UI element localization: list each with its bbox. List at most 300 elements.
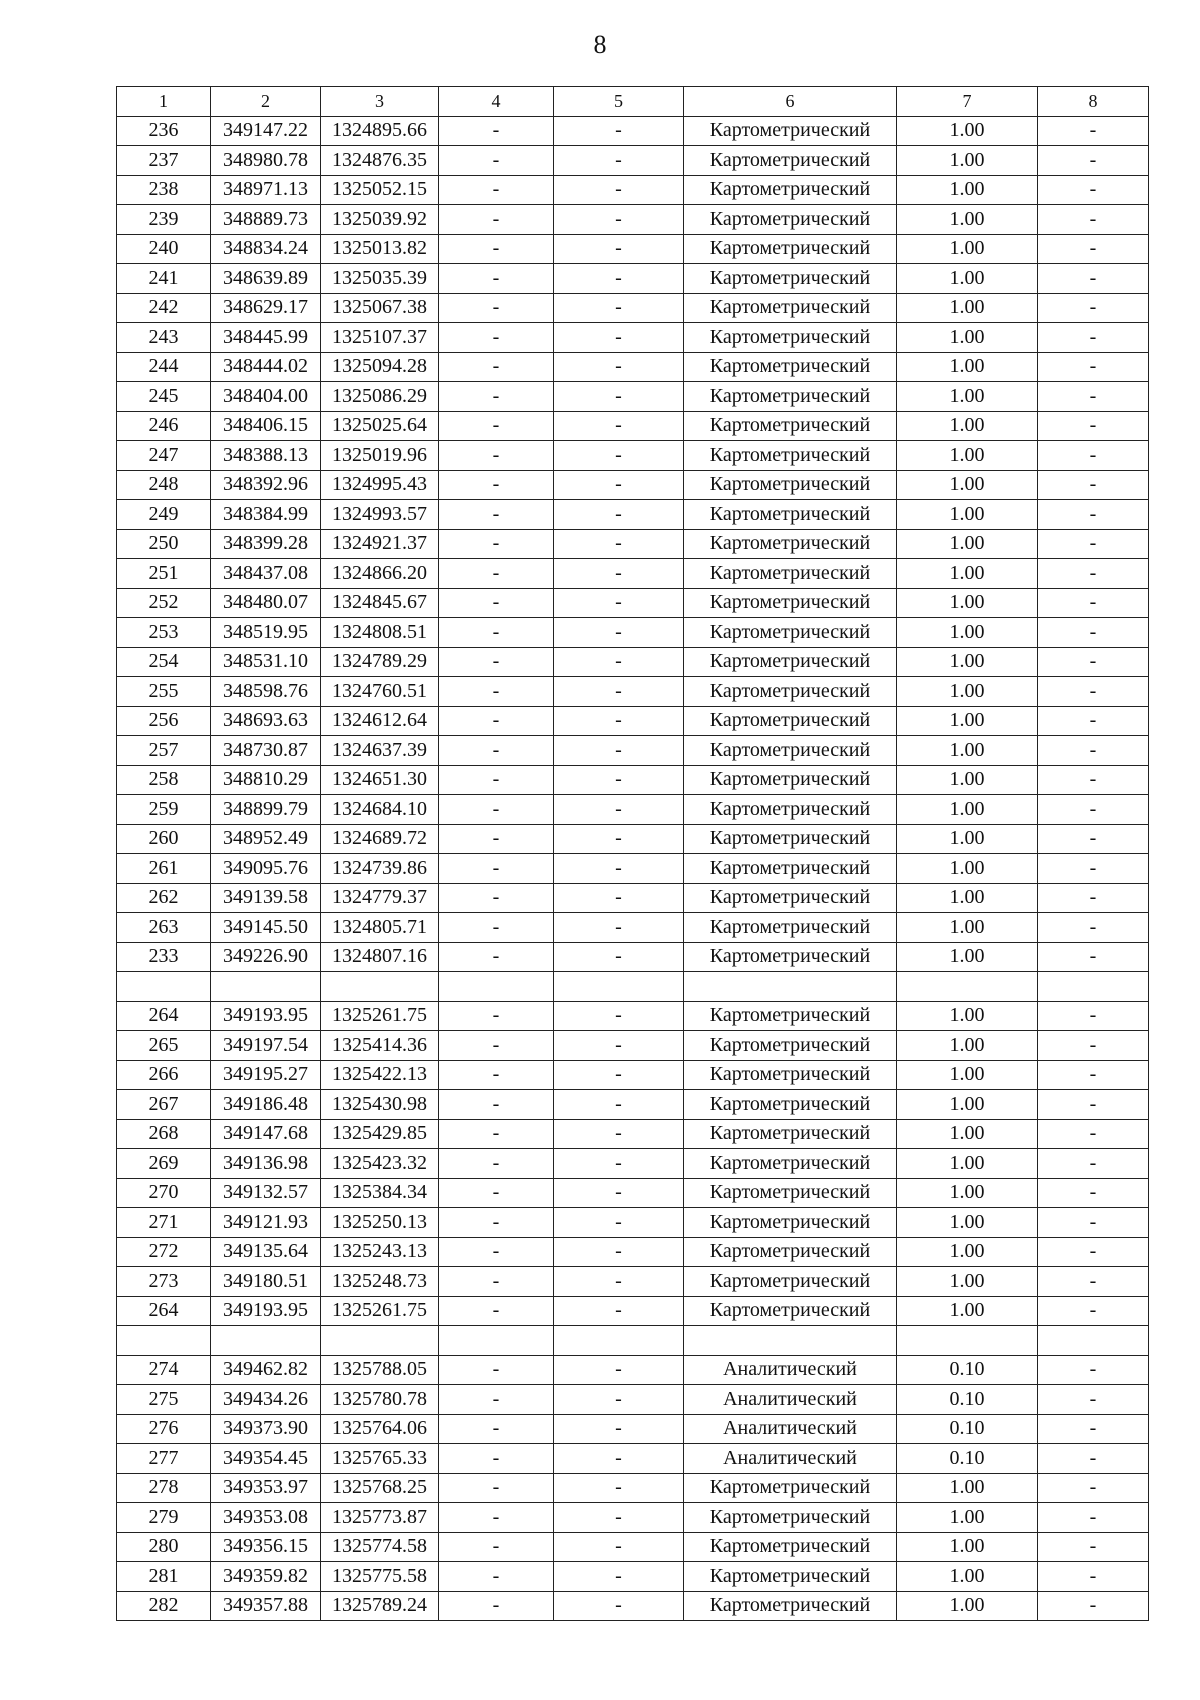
method-cell: Картометрический (684, 470, 897, 500)
method-cell: Картометрический (684, 795, 897, 825)
x-coordinate-cell: 348952.49 (211, 824, 321, 854)
accuracy-cell: 1.00 (897, 883, 1038, 913)
col5-cell: - (554, 1444, 684, 1474)
col4-cell: - (439, 1001, 554, 1031)
col4-cell: - (439, 146, 554, 176)
col5-cell: - (554, 647, 684, 677)
col8-cell: - (1038, 441, 1149, 471)
col8-cell: - (1038, 618, 1149, 648)
point-number-cell: 258 (117, 765, 211, 795)
table-row (117, 647, 1149, 677)
point-number-cell: 242 (117, 293, 211, 323)
x-coordinate-cell: 349197.54 (211, 1031, 321, 1061)
col5-cell: - (554, 559, 684, 589)
method-cell: Картометрический (684, 175, 897, 205)
col4-cell: - (439, 175, 554, 205)
col5-cell: - (554, 854, 684, 884)
y-coordinate-cell: 1324808.51 (321, 618, 439, 648)
method-cell: Картометрический (684, 1031, 897, 1061)
accuracy-cell: 1.00 (897, 1267, 1038, 1297)
col5-cell: - (554, 116, 684, 146)
point-number-cell: 238 (117, 175, 211, 205)
y-coordinate-cell: 1325414.36 (321, 1031, 439, 1061)
accuracy-cell: 1.00 (897, 1473, 1038, 1503)
method-cell: Картометрический (684, 765, 897, 795)
col8-cell: - (1038, 382, 1149, 412)
y-coordinate-cell: 1325094.28 (321, 352, 439, 382)
col5-cell (554, 1326, 684, 1356)
x-coordinate-cell: 348437.08 (211, 559, 321, 589)
method-cell: Картометрический (684, 529, 897, 559)
accuracy-cell: 1.00 (897, 1149, 1038, 1179)
col4-cell: - (439, 116, 554, 146)
col8-cell: - (1038, 559, 1149, 589)
col4-cell: - (439, 1385, 554, 1415)
point-number-cell: 247 (117, 441, 211, 471)
method-cell: Картометрический (684, 942, 897, 972)
point-number-cell: 280 (117, 1532, 211, 1562)
y-coordinate-cell: 1325384.34 (321, 1178, 439, 1208)
y-coordinate-cell: 1325250.13 (321, 1208, 439, 1238)
col4-cell: - (439, 765, 554, 795)
point-number-cell: 270 (117, 1178, 211, 1208)
accuracy-cell: 1.00 (897, 293, 1038, 323)
x-coordinate-cell: 348406.15 (211, 411, 321, 441)
accuracy-cell: 1.00 (897, 1090, 1038, 1120)
point-number-cell: 269 (117, 1149, 211, 1179)
x-coordinate-cell (211, 1326, 321, 1356)
col8-cell: - (1038, 883, 1149, 913)
accuracy-cell: 1.00 (897, 382, 1038, 412)
column-header: 4 (439, 87, 554, 117)
x-coordinate-cell: 348629.17 (211, 293, 321, 323)
y-coordinate-cell: 1324845.67 (321, 588, 439, 618)
col8-cell: - (1038, 795, 1149, 825)
y-coordinate-cell: 1324895.66 (321, 116, 439, 146)
table-row (117, 913, 1149, 943)
x-coordinate-cell: 348404.00 (211, 382, 321, 412)
col5-cell: - (554, 441, 684, 471)
col4-cell: - (439, 1414, 554, 1444)
x-coordinate-cell (211, 972, 321, 1002)
col5-cell (554, 972, 684, 1002)
y-coordinate-cell: 1325768.25 (321, 1473, 439, 1503)
point-number-cell: 248 (117, 470, 211, 500)
table-row (117, 205, 1149, 235)
table-row (117, 824, 1149, 854)
col5-cell: - (554, 1267, 684, 1297)
method-cell: Картометрический (684, 1090, 897, 1120)
accuracy-cell: 1.00 (897, 500, 1038, 530)
col8-cell: - (1038, 1591, 1149, 1621)
col5-cell: - (554, 883, 684, 913)
col5-cell: - (554, 677, 684, 707)
table-row (117, 854, 1149, 884)
table-row (117, 706, 1149, 736)
y-coordinate-cell: 1324739.86 (321, 854, 439, 884)
y-coordinate-cell: 1325248.73 (321, 1267, 439, 1297)
point-number-cell: 240 (117, 234, 211, 264)
point-number-cell: 282 (117, 1591, 211, 1621)
col8-cell: - (1038, 1532, 1149, 1562)
point-number-cell: 268 (117, 1119, 211, 1149)
accuracy-cell: 1.00 (897, 441, 1038, 471)
table-row (117, 116, 1149, 146)
table-row (117, 1414, 1149, 1444)
col4-cell: - (439, 1208, 554, 1238)
col4-cell: - (439, 352, 554, 382)
col8-cell: - (1038, 352, 1149, 382)
accuracy-cell: 1.00 (897, 588, 1038, 618)
accuracy-cell: 1.00 (897, 116, 1038, 146)
col5-cell: - (554, 234, 684, 264)
point-number-cell: 264 (117, 1001, 211, 1031)
accuracy-cell: 1.00 (897, 647, 1038, 677)
col8-cell: - (1038, 1385, 1149, 1415)
point-number-cell: 249 (117, 500, 211, 530)
accuracy-cell: 1.00 (897, 1532, 1038, 1562)
col4-cell: - (439, 883, 554, 913)
x-coordinate-cell: 349357.88 (211, 1591, 321, 1621)
method-cell: Аналитический (684, 1355, 897, 1385)
x-coordinate-cell: 349373.90 (211, 1414, 321, 1444)
col8-cell: - (1038, 470, 1149, 500)
x-coordinate-cell: 349462.82 (211, 1355, 321, 1385)
method-cell: Картометрический (684, 1473, 897, 1503)
col4-cell: - (439, 1355, 554, 1385)
col8-cell: - (1038, 1444, 1149, 1474)
col5-cell: - (554, 1149, 684, 1179)
col5-cell: - (554, 736, 684, 766)
table-row (117, 1562, 1149, 1592)
col5-cell: - (554, 1060, 684, 1090)
table-row (117, 1208, 1149, 1238)
col4-cell: - (439, 1090, 554, 1120)
col4-cell: - (439, 264, 554, 294)
col4-cell: - (439, 736, 554, 766)
accuracy-cell: 1.00 (897, 765, 1038, 795)
x-coordinate-cell: 349195.27 (211, 1060, 321, 1090)
col8-cell (1038, 1326, 1149, 1356)
col8-cell: - (1038, 706, 1149, 736)
accuracy-cell: 1.00 (897, 529, 1038, 559)
col5-cell: - (554, 1473, 684, 1503)
accuracy-cell: 1.00 (897, 1296, 1038, 1326)
x-coordinate-cell: 348693.63 (211, 706, 321, 736)
table-header-row (117, 87, 1149, 117)
method-cell: Картометрический (684, 293, 897, 323)
table-row (117, 1149, 1149, 1179)
point-number-cell (117, 972, 211, 1002)
method-cell: Картометрический (684, 382, 897, 412)
table-body (117, 116, 1149, 1621)
col5-cell: - (554, 1503, 684, 1533)
col4-cell: - (439, 1591, 554, 1621)
accuracy-cell: 1.00 (897, 470, 1038, 500)
table-row (117, 1503, 1149, 1533)
col4-cell: - (439, 500, 554, 530)
method-cell: Картометрический (684, 618, 897, 648)
col4-cell: - (439, 647, 554, 677)
y-coordinate-cell: 1325013.82 (321, 234, 439, 264)
x-coordinate-cell: 349193.95 (211, 1001, 321, 1031)
col8-cell: - (1038, 1355, 1149, 1385)
col5-cell: - (554, 470, 684, 500)
accuracy-cell: 1.00 (897, 1031, 1038, 1061)
table-row (117, 559, 1149, 589)
point-number-cell: 276 (117, 1414, 211, 1444)
col5-cell: - (554, 1178, 684, 1208)
col8-cell: - (1038, 824, 1149, 854)
y-coordinate-cell: 1325039.92 (321, 205, 439, 235)
x-coordinate-cell: 349356.15 (211, 1532, 321, 1562)
point-number-cell: 255 (117, 677, 211, 707)
accuracy-cell: 1.00 (897, 913, 1038, 943)
table-row (117, 323, 1149, 353)
column-header: 7 (897, 87, 1038, 117)
x-coordinate-cell: 348392.96 (211, 470, 321, 500)
accuracy-cell: 1.00 (897, 352, 1038, 382)
x-coordinate-cell: 348445.99 (211, 323, 321, 353)
x-coordinate-cell: 349180.51 (211, 1267, 321, 1297)
coordinates-table (116, 86, 1149, 1621)
y-coordinate-cell: 1325429.85 (321, 1119, 439, 1149)
col8-cell: - (1038, 588, 1149, 618)
y-coordinate-cell: 1325773.87 (321, 1503, 439, 1533)
col8-cell: - (1038, 146, 1149, 176)
accuracy-cell: 1.00 (897, 1503, 1038, 1533)
col5-cell: - (554, 352, 684, 382)
col4-cell: - (439, 1178, 554, 1208)
col8-cell: - (1038, 1208, 1149, 1238)
method-cell: Картометрический (684, 116, 897, 146)
point-number-cell: 266 (117, 1060, 211, 1090)
accuracy-cell: 1.00 (897, 824, 1038, 854)
col8-cell: - (1038, 1503, 1149, 1533)
table-row (117, 1355, 1149, 1385)
col5-cell: - (554, 1414, 684, 1444)
point-number-cell (117, 1326, 211, 1356)
method-cell: Картометрический (684, 234, 897, 264)
point-number-cell: 257 (117, 736, 211, 766)
y-coordinate-cell: 1325422.13 (321, 1060, 439, 1090)
method-cell: Картометрический (684, 824, 897, 854)
y-coordinate-cell: 1324760.51 (321, 677, 439, 707)
col8-cell: - (1038, 736, 1149, 766)
point-number-cell: 272 (117, 1237, 211, 1267)
table-row (117, 352, 1149, 382)
y-coordinate-cell: 1325243.13 (321, 1237, 439, 1267)
column-header: 1 (117, 87, 211, 117)
accuracy-cell (897, 972, 1038, 1002)
accuracy-cell: 1.00 (897, 175, 1038, 205)
accuracy-cell: 1.00 (897, 677, 1038, 707)
table-row (117, 1119, 1149, 1149)
table-row (117, 1385, 1149, 1415)
page-number: 8 (593, 30, 607, 59)
point-number-cell: 244 (117, 352, 211, 382)
col8-cell (1038, 972, 1149, 1002)
col4-cell: - (439, 795, 554, 825)
y-coordinate-cell: 1324805.71 (321, 913, 439, 943)
col4-cell: - (439, 1296, 554, 1326)
method-cell (684, 1326, 897, 1356)
y-coordinate-cell: 1325067.38 (321, 293, 439, 323)
col5-cell: - (554, 588, 684, 618)
point-number-cell: 256 (117, 706, 211, 736)
column-header: 2 (211, 87, 321, 117)
x-coordinate-cell: 349147.22 (211, 116, 321, 146)
col4-cell: - (439, 588, 554, 618)
table-row (117, 1178, 1149, 1208)
col5-cell: - (554, 323, 684, 353)
col5-cell: - (554, 942, 684, 972)
col4-cell: - (439, 1532, 554, 1562)
x-coordinate-cell: 349434.26 (211, 1385, 321, 1415)
accuracy-cell: 0.10 (897, 1355, 1038, 1385)
y-coordinate-cell (321, 972, 439, 1002)
table-row (117, 1296, 1149, 1326)
table-row (117, 942, 1149, 972)
y-coordinate-cell: 1324612.64 (321, 706, 439, 736)
col4-cell (439, 972, 554, 1002)
table-row (117, 175, 1149, 205)
point-number-cell: 245 (117, 382, 211, 412)
col8-cell: - (1038, 1001, 1149, 1031)
x-coordinate-cell: 349095.76 (211, 854, 321, 884)
method-cell: Картометрический (684, 883, 897, 913)
method-cell: Аналитический (684, 1385, 897, 1415)
col8-cell: - (1038, 1296, 1149, 1326)
point-number-cell: 252 (117, 588, 211, 618)
col5-cell: - (554, 765, 684, 795)
col5-cell: - (554, 1355, 684, 1385)
table-row (117, 470, 1149, 500)
accuracy-cell: 1.00 (897, 854, 1038, 884)
column-header: 8 (1038, 87, 1149, 117)
accuracy-cell: 1.00 (897, 618, 1038, 648)
y-coordinate-cell: 1325035.39 (321, 264, 439, 294)
col8-cell: - (1038, 1060, 1149, 1090)
point-number-cell: 241 (117, 264, 211, 294)
y-coordinate-cell: 1324637.39 (321, 736, 439, 766)
col4-cell: - (439, 382, 554, 412)
y-coordinate-cell: 1325430.98 (321, 1090, 439, 1120)
method-cell: Картометрический (684, 1060, 897, 1090)
table-row (117, 1031, 1149, 1061)
col4-cell: - (439, 1473, 554, 1503)
col8-cell: - (1038, 1473, 1149, 1503)
table-row (117, 529, 1149, 559)
method-cell: Картометрический (684, 1591, 897, 1621)
table-row (117, 1001, 1149, 1031)
table-row (117, 382, 1149, 412)
x-coordinate-cell: 348598.76 (211, 677, 321, 707)
method-cell: Картометрический (684, 1532, 897, 1562)
col5-cell: - (554, 1562, 684, 1592)
y-coordinate-cell: 1324995.43 (321, 470, 439, 500)
x-coordinate-cell: 349353.97 (211, 1473, 321, 1503)
y-coordinate-cell: 1324779.37 (321, 883, 439, 913)
y-coordinate-cell: 1325774.58 (321, 1532, 439, 1562)
y-coordinate-cell: 1324689.72 (321, 824, 439, 854)
col4-cell: - (439, 205, 554, 235)
x-coordinate-cell: 349359.82 (211, 1562, 321, 1592)
point-number-cell: 260 (117, 824, 211, 854)
x-coordinate-cell: 348971.13 (211, 175, 321, 205)
method-cell: Картометрический (684, 205, 897, 235)
col8-cell: - (1038, 647, 1149, 677)
x-coordinate-cell: 348519.95 (211, 618, 321, 648)
y-coordinate-cell: 1325764.06 (321, 1414, 439, 1444)
x-coordinate-cell: 349139.58 (211, 883, 321, 913)
point-number-cell: 271 (117, 1208, 211, 1238)
col4-cell: - (439, 618, 554, 648)
x-coordinate-cell: 348730.87 (211, 736, 321, 766)
accuracy-cell: 1.00 (897, 942, 1038, 972)
col4-cell: - (439, 854, 554, 884)
table-row (117, 1326, 1149, 1356)
col5-cell: - (554, 382, 684, 412)
y-coordinate-cell: 1324921.37 (321, 529, 439, 559)
point-number-cell: 274 (117, 1355, 211, 1385)
point-number-cell: 267 (117, 1090, 211, 1120)
col8-cell: - (1038, 913, 1149, 943)
col4-cell: - (439, 470, 554, 500)
y-coordinate-cell: 1324789.29 (321, 647, 439, 677)
col8-cell: - (1038, 293, 1149, 323)
col8-cell: - (1038, 205, 1149, 235)
col4-cell: - (439, 559, 554, 589)
table-row (117, 1532, 1149, 1562)
col8-cell: - (1038, 175, 1149, 205)
point-number-cell: 254 (117, 647, 211, 677)
col8-cell: - (1038, 264, 1149, 294)
x-coordinate-cell: 349132.57 (211, 1178, 321, 1208)
y-coordinate-cell: 1324866.20 (321, 559, 439, 589)
col5-cell: - (554, 500, 684, 530)
y-coordinate-cell: 1325789.24 (321, 1591, 439, 1621)
point-number-cell: 264 (117, 1296, 211, 1326)
col4-cell: - (439, 234, 554, 264)
col5-cell: - (554, 1296, 684, 1326)
table-row (117, 795, 1149, 825)
method-cell: Картометрический (684, 1562, 897, 1592)
col8-cell: - (1038, 529, 1149, 559)
col8-cell: - (1038, 1119, 1149, 1149)
point-number-cell: 277 (117, 1444, 211, 1474)
point-number-cell: 261 (117, 854, 211, 884)
method-cell: Картометрический (684, 1119, 897, 1149)
method-cell: Картометрический (684, 677, 897, 707)
y-coordinate-cell: 1325775.58 (321, 1562, 439, 1592)
x-coordinate-cell: 349186.48 (211, 1090, 321, 1120)
x-coordinate-cell: 349353.08 (211, 1503, 321, 1533)
accuracy-cell: 1.00 (897, 146, 1038, 176)
accuracy-cell: 1.00 (897, 1591, 1038, 1621)
col5-cell: - (554, 264, 684, 294)
accuracy-cell: 0.10 (897, 1414, 1038, 1444)
point-number-cell: 253 (117, 618, 211, 648)
col4-cell: - (439, 677, 554, 707)
x-coordinate-cell: 349193.95 (211, 1296, 321, 1326)
y-coordinate-cell: 1325086.29 (321, 382, 439, 412)
point-number-cell: 281 (117, 1562, 211, 1592)
method-cell: Картометрический (684, 854, 897, 884)
y-coordinate-cell: 1325052.15 (321, 175, 439, 205)
col5-cell: - (554, 795, 684, 825)
col8-cell: - (1038, 1031, 1149, 1061)
